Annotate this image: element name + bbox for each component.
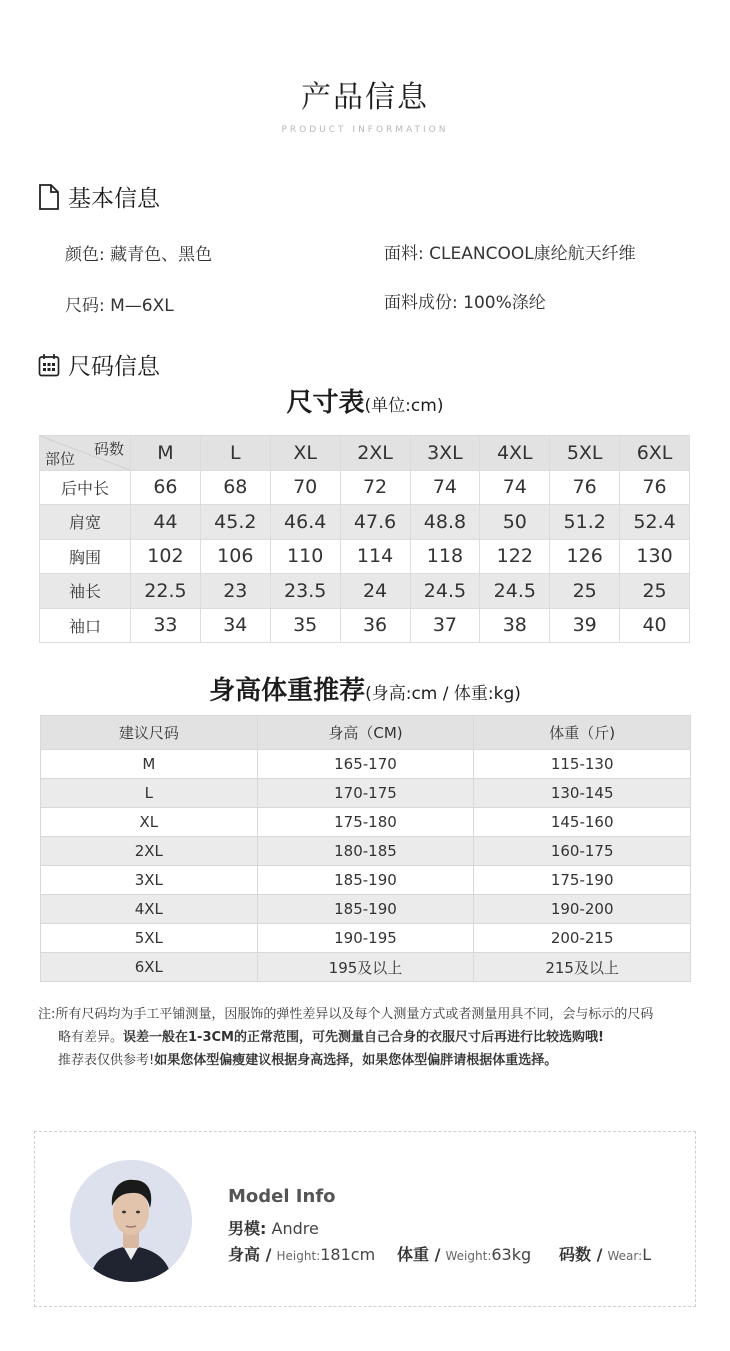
fabric-info	[384, 239, 636, 264]
table-cell: 122	[480, 539, 550, 574]
size-col-header: 6XL	[620, 436, 690, 471]
table-cell: 110	[270, 539, 340, 574]
size-value: M—6XL	[110, 296, 174, 316]
note-line-3	[38, 1049, 698, 1072]
table-cell: 185-190	[257, 866, 474, 895]
size-col-header: XL	[270, 436, 340, 471]
table-cell: 170-175	[257, 779, 474, 808]
weight-value: 63kg	[491, 1245, 532, 1264]
height-label: 身高 /	[228, 1245, 272, 1264]
recommend-header	[41, 716, 691, 750]
table-cell: 24.5	[480, 574, 550, 609]
table-cell: 39	[550, 608, 620, 643]
recommend-unit: (身高:cm / 体重:kg)	[365, 684, 521, 704]
table-cell: 37	[410, 608, 480, 643]
table-row	[41, 895, 691, 924]
size-col-header: 5XL	[550, 436, 620, 471]
size-table-corner	[40, 436, 131, 471]
table-row	[41, 808, 691, 837]
table-cell: 22.5	[131, 574, 201, 609]
table-cell: 76	[550, 470, 620, 505]
row-label: 袖长	[40, 574, 131, 609]
note-line-2	[38, 1026, 698, 1049]
basic-info-heading	[38, 180, 160, 213]
table-cell: 40	[620, 608, 690, 643]
table-row	[41, 750, 691, 779]
table-cell: 35	[270, 608, 340, 643]
recommend-title	[0, 670, 730, 707]
page-subtitle: PRODUCT INFORMATION	[281, 125, 449, 135]
model-name-label: 男模:	[228, 1219, 267, 1238]
table-row	[41, 924, 691, 953]
corner-size-label: 码数	[93, 440, 124, 458]
col-header: 体重（斤)	[474, 716, 691, 750]
weight-label: 体重 /	[397, 1245, 441, 1264]
table-cell: 33	[131, 608, 201, 643]
fabric-label: 面料:	[384, 244, 424, 264]
row-label: 肩宽	[40, 505, 131, 540]
table-cell: 52.4	[620, 505, 690, 540]
table-cell: 23.5	[270, 574, 340, 609]
table-row	[41, 779, 691, 808]
size-col-header: M	[131, 436, 201, 471]
color-value: 藏青色、黑色	[110, 245, 213, 265]
table-cell: 145-160	[474, 808, 691, 837]
size-col-header: 3XL	[410, 436, 480, 471]
model-name	[228, 1216, 319, 1239]
note-line-3b: 如果您体型偏瘦建议根据身高选择，如果您体型偏胖请根据体重选择。	[154, 1053, 558, 1068]
page-title: 产品信息	[301, 80, 429, 115]
size-col-header: 2XL	[340, 436, 410, 471]
composition-info	[384, 288, 546, 313]
basic-info-title: 基本信息	[68, 186, 160, 212]
table-cell: 3XL	[41, 866, 258, 895]
table-cell: 36	[340, 608, 410, 643]
table-cell: 130	[620, 539, 690, 574]
size-table-header	[40, 436, 690, 471]
table-cell: 72	[340, 470, 410, 505]
calendar-icon	[38, 353, 60, 377]
size-info-heading	[38, 348, 160, 381]
table-row	[40, 608, 690, 643]
height-value: 181cm	[320, 1245, 376, 1264]
model-name-value: Andre	[271, 1219, 319, 1238]
note-line-1: 注:所有尺码均为手工平铺测量，因服饰的弹性差异以及每个人测量方式或者测量用具不同，会与标示的尺码	[38, 1007, 654, 1022]
composition-label: 面料成份:	[384, 293, 458, 313]
model-height	[228, 1242, 375, 1265]
table-cell: 68	[200, 470, 270, 505]
wear-label: 码数 /	[559, 1245, 603, 1264]
table-cell: 24.5	[410, 574, 480, 609]
table-cell: 175-180	[257, 808, 474, 837]
composition-value: 100%涤纶	[463, 293, 546, 313]
table-cell: 51.2	[550, 505, 620, 540]
table-cell: 195及以上	[257, 953, 474, 982]
table-cell: 74	[480, 470, 550, 505]
table-cell: 115-130	[474, 750, 691, 779]
table-row	[41, 837, 691, 866]
table-cell: 114	[340, 539, 410, 574]
color-label: 颜色:	[65, 245, 105, 265]
corner-part-label: 部位	[45, 449, 76, 468]
table-cell: 200-215	[474, 924, 691, 953]
table-cell: 190-195	[257, 924, 474, 953]
model-weight	[397, 1242, 531, 1265]
table-cell: 34	[200, 608, 270, 643]
table-cell: 175-190	[474, 866, 691, 895]
table-cell: 70	[270, 470, 340, 505]
table-cell: 180-185	[257, 837, 474, 866]
table-cell: 215及以上	[474, 953, 691, 982]
table-cell: 165-170	[257, 750, 474, 779]
table-cell: 25	[620, 574, 690, 609]
table-cell: 160-175	[474, 837, 691, 866]
size-label: 尺码:	[65, 296, 105, 316]
table-cell: 23	[200, 574, 270, 609]
size-table-unit: (单位:cm)	[364, 396, 444, 416]
table-cell: 185-190	[257, 895, 474, 924]
size-range-info	[65, 291, 174, 316]
table-cell: 25	[550, 574, 620, 609]
table-cell: 46.4	[270, 505, 340, 540]
note-line-3a: 推荐表仅供参考!	[58, 1053, 155, 1068]
table-cell: 190-200	[474, 895, 691, 924]
model-wear	[559, 1242, 651, 1265]
table-cell: 48.8	[410, 505, 480, 540]
table-row	[40, 574, 690, 609]
table-cell: 6XL	[41, 953, 258, 982]
avatar	[70, 1160, 192, 1282]
weight-en-label: Weight:	[445, 1249, 492, 1263]
size-table	[39, 435, 690, 643]
note-line-2a: 略有差异。	[58, 1030, 124, 1045]
table-row	[41, 866, 691, 895]
size-table-name: 尺寸表	[286, 388, 365, 418]
table-row	[40, 505, 690, 540]
document-icon	[38, 184, 60, 210]
model-portrait	[70, 1160, 192, 1282]
table-row	[40, 470, 690, 505]
recommend-name: 身高体重推荐	[209, 676, 366, 706]
size-table-title	[0, 382, 730, 419]
table-cell: 126	[550, 539, 620, 574]
wear-en-label: Wear:	[607, 1249, 643, 1263]
measurement-note	[38, 1003, 698, 1072]
table-cell: 118	[410, 539, 480, 574]
model-info-title: Model Info	[228, 1186, 336, 1207]
table-cell: 5XL	[41, 924, 258, 953]
table-cell: XL	[41, 808, 258, 837]
table-cell: 24	[340, 574, 410, 609]
table-cell: 66	[131, 470, 201, 505]
table-cell: 130-145	[474, 779, 691, 808]
table-cell: 38	[480, 608, 550, 643]
table-cell: 102	[131, 539, 201, 574]
table-cell: 47.6	[340, 505, 410, 540]
table-cell: 4XL	[41, 895, 258, 924]
table-cell: 106	[200, 539, 270, 574]
size-col-header: 4XL	[480, 436, 550, 471]
color-info	[65, 240, 212, 265]
row-label: 胸围	[40, 539, 131, 574]
row-label: 袖口	[40, 608, 131, 643]
table-cell: 76	[620, 470, 690, 505]
table-row	[41, 953, 691, 982]
table-cell: L	[41, 779, 258, 808]
height-en-label: Height:	[276, 1249, 321, 1263]
table-cell: 44	[131, 505, 201, 540]
table-cell: 74	[410, 470, 480, 505]
table-cell: 2XL	[41, 837, 258, 866]
row-label: 后中长	[40, 470, 131, 505]
wear-value: L	[642, 1245, 652, 1264]
fabric-value: CLEANCOOL康纶航天纤维	[429, 244, 636, 264]
recommend-table	[40, 715, 691, 982]
table-cell: M	[41, 750, 258, 779]
size-info-title: 尺码信息	[68, 354, 160, 380]
col-header: 建议尺码	[41, 716, 258, 750]
table-cell: 50	[480, 505, 550, 540]
size-col-header: L	[200, 436, 270, 471]
col-header: 身高（CM)	[257, 716, 474, 750]
table-cell: 45.2	[200, 505, 270, 540]
note-line-2b: 误差一般在1-3CM的正常范围，可先测量自己合身的衣服尺寸后再进行比较选购哦!	[123, 1030, 604, 1045]
table-row	[40, 539, 690, 574]
